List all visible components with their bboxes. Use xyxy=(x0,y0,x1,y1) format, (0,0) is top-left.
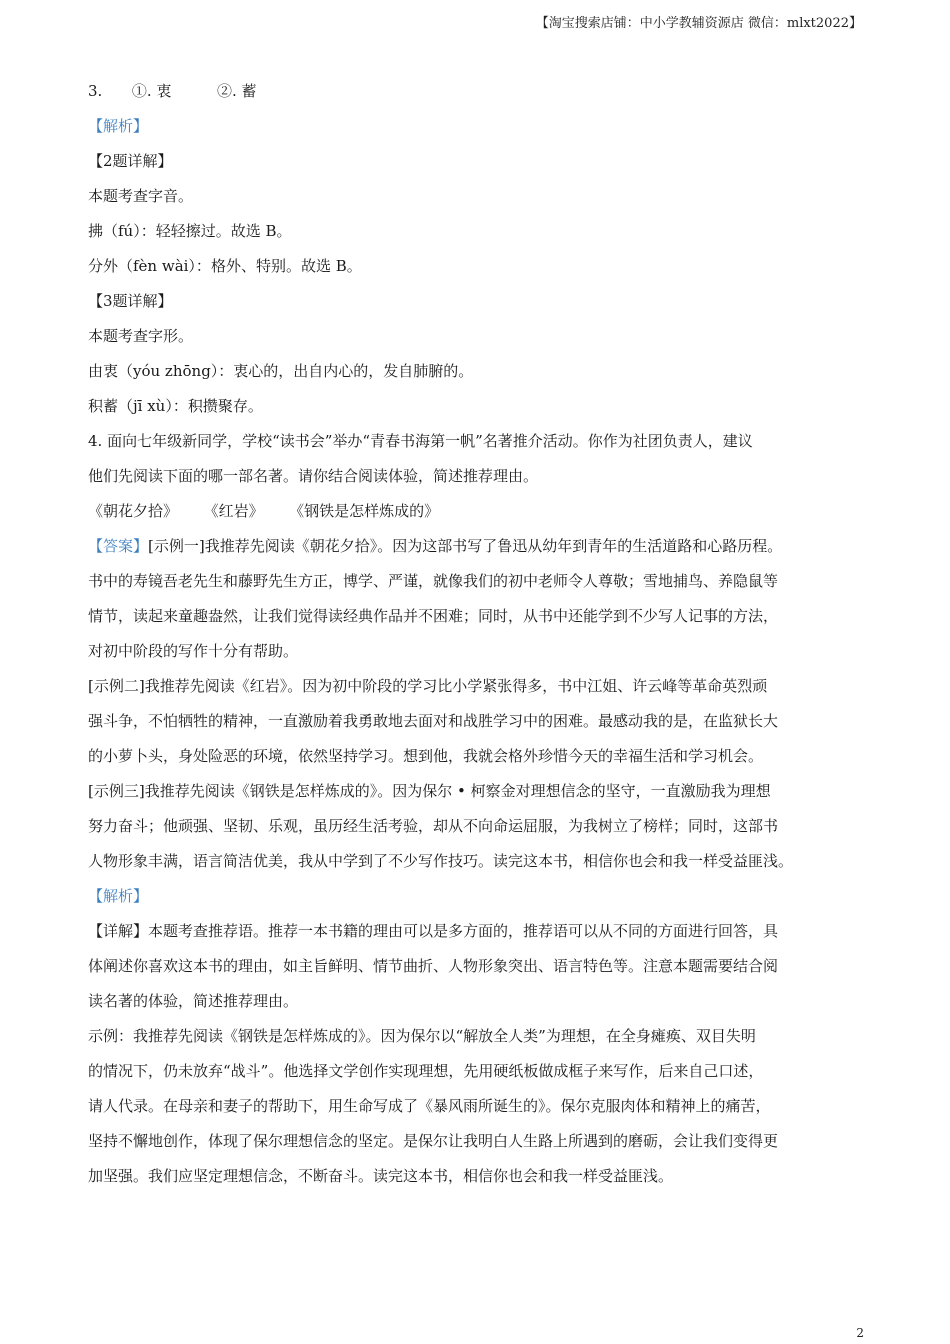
detail-line: 请人代录。在母亲和妻子的帮助下，用生命写成了《暴风雨所诞生的》。保尔克服肉体和精神上的痛苦， xyxy=(88,1097,771,1115)
detail-line: 加坚强。我们应坚定理想信念，不断奋斗。读完这本书，相信你也会和我一样受益匪浅。 xyxy=(88,1167,674,1185)
answer-line: 努力奋斗；他顽强、坚韧、乐观，虽历经生活考验，却从不向命运屈服，为我树立了榜样；同时，这部书 xyxy=(88,817,779,835)
answer-line: 人物形象丰满，语言简洁优美，我从中学到了不少写作技巧。读完这本书，相信你也会和我一样受益匪浅。 xyxy=(88,852,794,870)
document-body xyxy=(88,74,878,1194)
q4-question-line: 4. 面向七年级新同学，学校“读书会”举办“青春书海第一帆”名著推介活动。你作为社团负责人，建议 xyxy=(88,432,753,450)
q3-detail-line: 由衷（yóu zhōng）：衷心的，出自内心的，发自肺腑的。 xyxy=(88,362,474,380)
q2-detail-line: 分外（fèn wài）：格外、特别。故选 B。 xyxy=(88,257,362,275)
book-title: 《钢铁是怎样炼成的》 xyxy=(289,502,440,520)
detail-line: 示例：我推荐先阅读《钢铁是怎样炼成的》。因为保尔以“解放全人类”为理想，在全身瘫痪、双目失明 xyxy=(88,1027,756,1045)
answer-tag: 【答案】 xyxy=(88,537,149,555)
detail-line: 的情况下，仍未放弃“战斗”。他选择文学创作实现理想，先用硬纸板做成框子来写作，后来自己口述， xyxy=(88,1062,764,1080)
answer-line: 的小萝卜头，身处险恶的环境，依然坚持学习。想到他，我就会格外珍惜今天的幸福生活和学习机会。 xyxy=(88,747,764,765)
detail-line: 读名著的体验，简述推荐理由。 xyxy=(88,992,299,1010)
q3-detail-heading: 【3题详解】 xyxy=(88,292,173,310)
answer-line: [示例二]我推荐先阅读《红岩》。因为初中阶段的学习比小学紧张得多，书中江姐、许云峰等革命英烈顽 xyxy=(88,677,768,695)
q3-answer-2: ②. 蓄 xyxy=(216,82,257,100)
answer-line: 情节，读起来童趣盎然，让我们觉得读经典作品并不困难；同时，从书中还能学到不少写人记事的方法， xyxy=(88,607,779,625)
q3-answer-line xyxy=(88,74,878,109)
page-number: 2 xyxy=(856,1326,864,1340)
q3-detail-line: 积蓄（jī xù）：积攒聚存。 xyxy=(88,397,263,415)
answer-line: [示例三]我推荐先阅读《钢铁是怎样炼成的》。因为保尔 • 柯察金对理想信念的坚守，一直激励我为理想 xyxy=(88,782,771,800)
detail-line: 体阐述你喜欢这本书的理由，如主旨鲜明、情节曲折、人物形象突出、语言特色等。注意本题需要结合阅 xyxy=(88,957,779,975)
detail-line: 【详解】本题考查推荐语。推荐一本书籍的理由可以是多方面的，推荐语可以从不同的方面进行回答，具 xyxy=(88,922,779,940)
answer-text: [示例一]我推荐先阅读《朝花夕拾》。因为这部书写了鲁迅从幼年到青年的生活道路和心路历程。 xyxy=(148,537,783,555)
analysis-tag: 【解析】 xyxy=(88,117,149,135)
q3-number: 3. xyxy=(88,82,103,100)
q3-detail-line: 本题考查字形。 xyxy=(88,327,194,345)
answer-first-line xyxy=(88,529,878,564)
q3-answer-1: ①. 衷 xyxy=(131,82,172,100)
answer-line: 书中的寿镜吾老先生和藤野先生方正，博学、严谨，就像我们的初中老师令人尊敬；雪地捕鸟、养隐鼠等 xyxy=(88,572,779,590)
q4-book-list xyxy=(88,494,878,529)
detail-line: 坚持不懈地创作，体现了保尔理想信念的坚定。是保尔让我明白人生路上所遇到的磨砺，会让我们变得更 xyxy=(88,1132,779,1150)
q2-detail-line: 本题考查字音。 xyxy=(88,187,194,205)
book-title: 《红岩》 xyxy=(203,502,264,520)
analysis-tag: 【解析】 xyxy=(88,887,149,905)
page-header: 【淘宝搜索店铺：中小学教辅资源店 微信：mlxt2022】 xyxy=(535,16,862,31)
answer-line: 强斗争，不怕牺牲的精神，一直激励着我勇敢地去面对和战胜学习中的困难。最感动我的是，在监狱长大 xyxy=(88,712,779,730)
q4-question-line: 他们先阅读下面的哪一部名著。请你结合阅读体验，简述推荐理由。 xyxy=(88,467,539,485)
answer-line: 对初中阶段的写作十分有帮助。 xyxy=(88,642,299,660)
q2-detail-line: 拂（fú）：轻轻擦过。故选 B。 xyxy=(88,222,292,240)
book-title: 《朝花夕拾》 xyxy=(88,502,179,520)
q2-detail-heading: 【2题详解】 xyxy=(88,152,173,170)
